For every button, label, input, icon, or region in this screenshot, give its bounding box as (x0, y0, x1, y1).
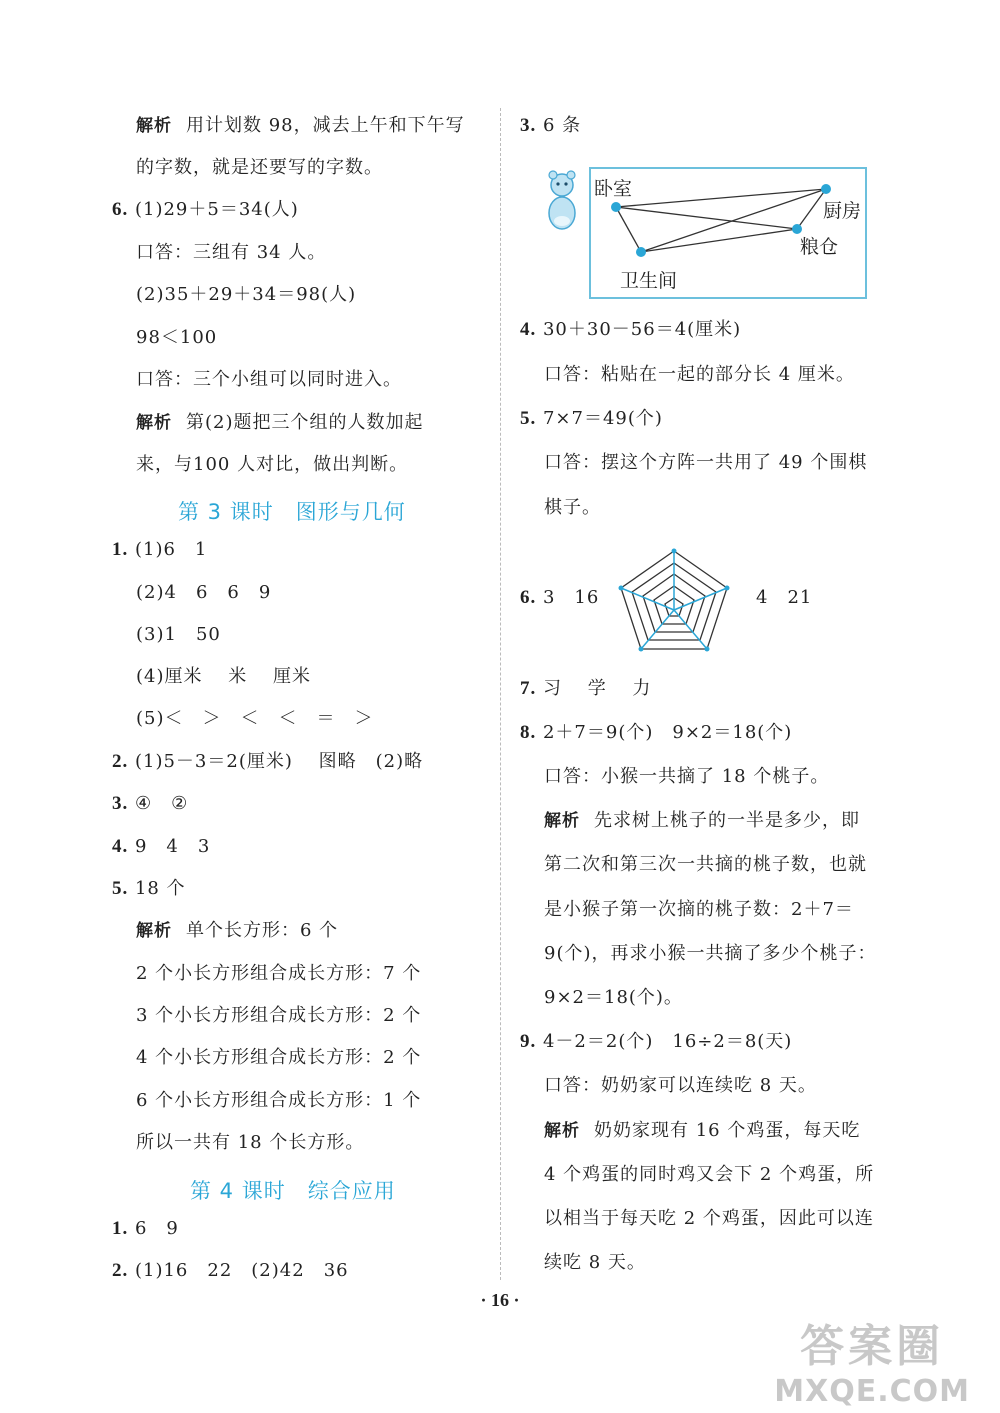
pentagon-web-figure (618, 546, 734, 654)
right-line: 口答：小猴一共摘了 18 个桃子。 (544, 766, 830, 787)
label-bathroom: 卫生间 (620, 270, 678, 292)
right-analysis-2: 解析 奶奶家现有 16 个鸡蛋，每天吃 (544, 1120, 861, 1141)
right-line: 9×2＝18(个)。 (544, 987, 683, 1008)
right-q7: 7. 习 学 力 (520, 678, 652, 699)
left-q3: 3. ④ ② (112, 793, 189, 814)
hamster-icon (549, 171, 575, 229)
right-line: 续吃 8 天。 (544, 1252, 646, 1273)
left-line: (3)1 50 (136, 624, 221, 645)
column-divider (500, 108, 501, 1280)
label-granary: 粮仓 (800, 236, 839, 258)
left-q4: 4. 9 4 3 (112, 836, 211, 857)
right-line: 口答：摆这个方阵一共用了 49 个围棋 (544, 452, 868, 473)
right-q4: 4. 30＋30－56＝4(厘米) (520, 319, 742, 340)
right-analysis-1: 解析 先求树上桃子的一半是多少，即 (544, 810, 860, 831)
right-q6: 6. 3 16 (520, 587, 600, 608)
label-kitchen: 厨房 (823, 200, 862, 222)
left-line: 3 个小长方形组合成长方形：2 个 (136, 1005, 422, 1026)
right-q8: 8. 2＋7＝9(个) 9×2＝18(个) (520, 722, 793, 743)
watermark-logo: 答案圈 MXQE.COM (774, 1321, 970, 1409)
right-q5: 5. 7×7＝49(个) (520, 408, 663, 429)
right-line: 9(个)，再求小猴一共摘了多少个桃子： (544, 943, 877, 964)
left-line: 所以一共有 18 个长方形。 (136, 1132, 365, 1153)
left-line: 口答：三组有 34 人。 (136, 242, 327, 263)
page-number: · 16 · (480, 1290, 520, 1310)
right-line: 以相当于每天吃 2 个鸡蛋，因此可以连 (544, 1208, 874, 1229)
pentagon-spokes (621, 551, 727, 649)
right-line: 是小猴子第一次摘的桃子数：2＋7＝ (544, 899, 854, 920)
left-line: (2)4 6 6 9 (136, 582, 272, 603)
left-line: 6 个小长方形组合成长方形：1 个 (136, 1090, 422, 1111)
right-q9: 9. 4－2＝2(个) 16÷2＝8(天) (520, 1031, 793, 1052)
left-line: 来，与100 人对比，做出判断。 (136, 454, 409, 475)
left-analysis-1: 解析 用计划数 98，减去上午和下午写 (136, 115, 465, 136)
right-q3: 3. 6 条 (520, 115, 582, 136)
left-line: 4 个小长方形组合成长方形：2 个 (136, 1047, 422, 1068)
left-q6: 6. (1)29＋5＝34(人) (112, 199, 299, 220)
right-line: 4 个鸡蛋的同时鸡又会下 2 个鸡蛋，所 (544, 1164, 875, 1185)
left-q1: 1. (1)6 1 (112, 539, 208, 560)
right-line: 第二次和第三次一共摘的桃子数，也就 (544, 854, 867, 875)
left-line: 口答：三个小组可以同时进入。 (136, 369, 402, 390)
left-q2b: 2. (1)16 22 (2)42 36 (112, 1260, 349, 1281)
right-q6-extra: 4 21 (756, 587, 813, 608)
left-line: (5)＜ ＞ ＜ ＜ ＝ ＞ (136, 708, 374, 729)
left-line: (4)厘米 米 厘米 (136, 666, 311, 687)
left-line: 的字数，就是还要写的字数。 (136, 157, 383, 178)
left-q1b: 1. 6 9 (112, 1218, 179, 1239)
section-heading-4: 第 4 课时 综合应用 (190, 1179, 396, 1203)
left-analysis-3: 解析 单个长方形：6 个 (136, 920, 339, 941)
section-heading-3: 第 3 课时 图形与几何 (178, 500, 406, 524)
left-q2: 2. (1)5－3＝2(厘米) 图略 (2)略 (112, 751, 424, 772)
right-line: 口答：粘贴在一起的部分长 4 厘米。 (544, 364, 855, 385)
left-q5: 5. 18 个 (112, 878, 186, 899)
left-analysis-2: 解析 第(2)题把三个组的人数加起 (136, 412, 424, 433)
right-line: 口答：奶奶家可以连续吃 8 天。 (544, 1075, 817, 1096)
left-line: (2)35＋29＋34＝98(人) (136, 284, 357, 305)
left-line: 2 个小长方形组合成长方形：7 个 (136, 963, 422, 984)
label-bedroom: 卧室 (594, 178, 633, 200)
right-line: 棋子。 (544, 497, 601, 518)
left-line: 98＜100 (136, 327, 218, 348)
route-map-figure (540, 165, 870, 301)
